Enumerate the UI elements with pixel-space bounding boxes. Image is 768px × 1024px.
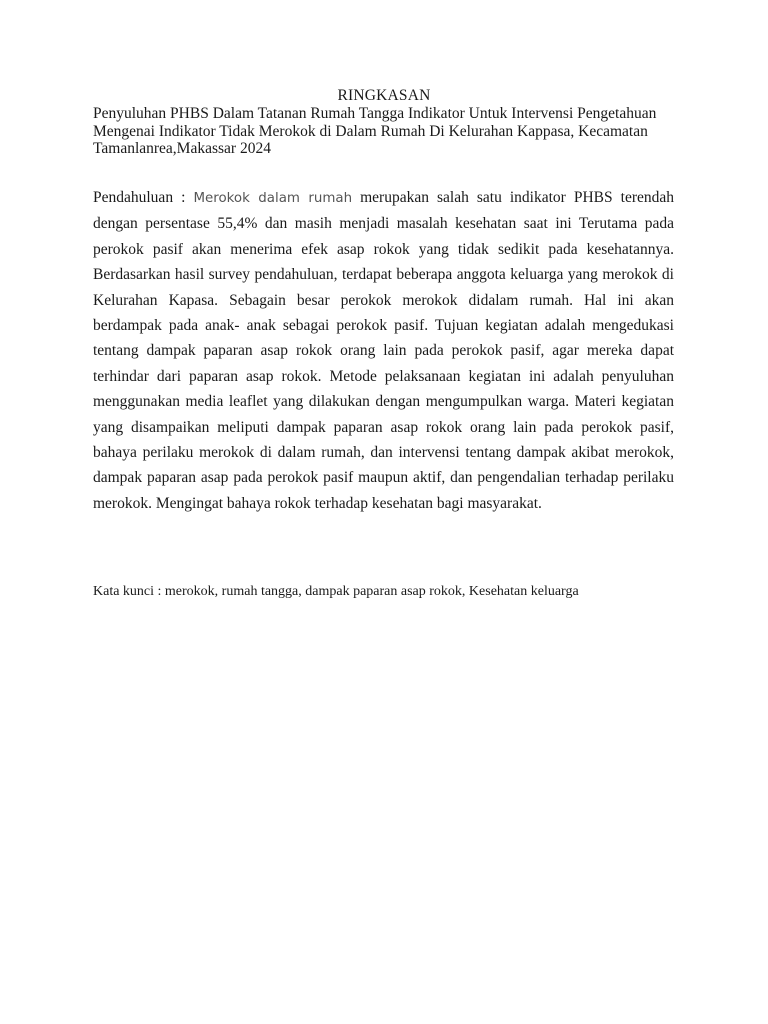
title-line: Penyuluhan PHBS Dalam Tatanan Rumah Tangga Indikator Untuk Intervensi Pengetahuan [93,105,657,122]
highlighted-term: Merokok dalam rumah [193,191,353,206]
introduction-label: Pendahuluan : [93,189,194,206]
keywords-line: Kata kunci : merokok, rumah tangga, dampak paparan asap rokok, Kesehatan keluarga [93,584,579,599]
title-line: Mengenai Indikator Tidak Merokok di Dalam Rumah Di Kelurahan Kappasa, Kecamatan [93,122,648,140]
introduction-text: merupakan salah satu indikator PHBS terendah dengan persentase 55,4% dan masih menjadi masalah kesehatan saat ini Terutama pada perokok pasif akan menerima efek asap rokok yang tidak sedikit pada kesehatannya. Berdasarkan hasil survey pendahuluan, terdapat beberapa anggota keluarga yang merokok di Kelurahan Kapasa. Sebagain besar perokok merokok didalam rumah. Hal ini akan berdampak pada anak- anak sebagai perokok pasif. Tujuan kegiatan adalah mengedukasi tentang dampak paparan asap rokok orang lain pada perokok pasif, agar mereka dapat terhindar dari paparan asap rokok. Metode pelaksanaan kegiatan ini adalah penyuluhan menggunakan media leaflet yang dilakukan dengan mengumpulkan warga. Materi kegiatan yang disampaikan meliputi dampak paparan asap rokok orang lain pada perokok pasif, bahaya perilaku merokok di dalam rumah, dan intervensi tentang dampak akibat merokok, dampak paparan asap pada perokok pasif maupun aktif, dan pengendalian terhadap perilaku merokok. Mengingat bahaya rokok terhadap kesehatan bagi masyarakat. [93,189,675,512]
introduction-paragraph [93,185,674,516]
summary-heading: RINGKASAN [337,87,431,104]
title-line: Tamanlanrea,Makassar 2024 [93,140,271,157]
document-title [93,105,683,158]
